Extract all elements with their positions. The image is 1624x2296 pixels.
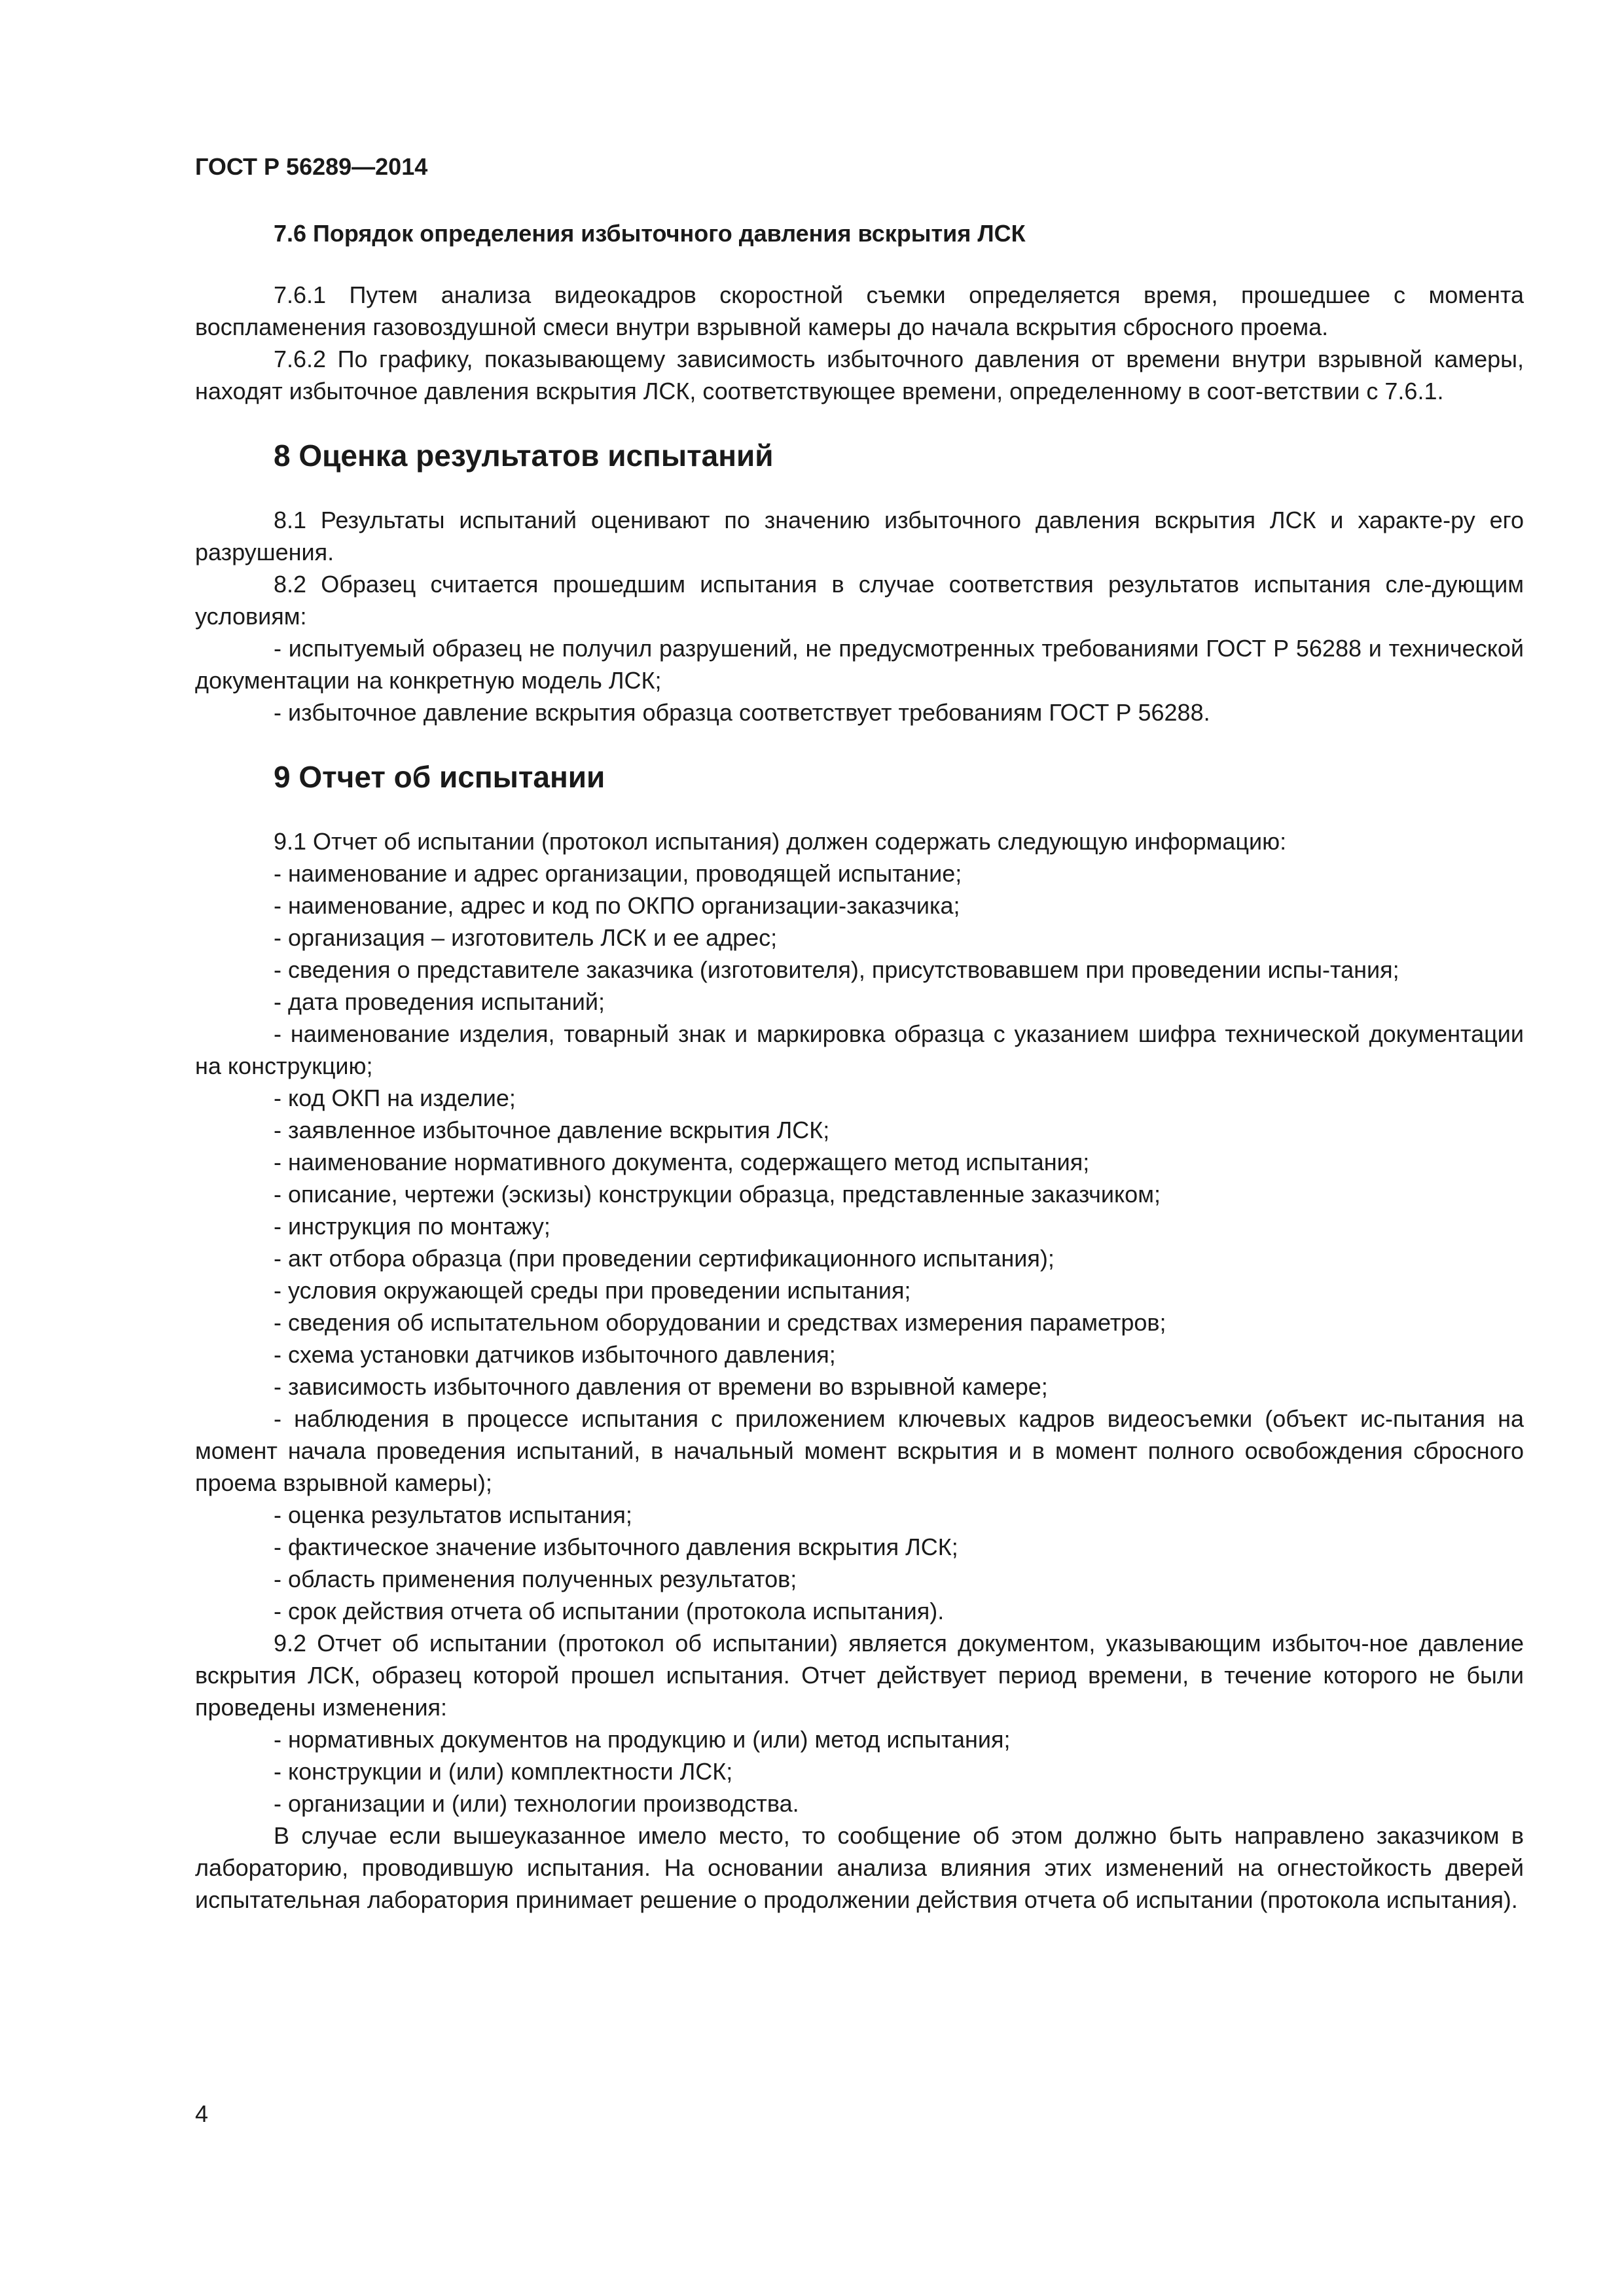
list-item: - наименование и адрес организации, проводящей испытание; — [274, 860, 962, 887]
closing-paragraph: В случае если вышеуказанное имело место, то сообщение об этом должно быть направлено заказчиком в лабораторию, проводившую испытания. На основании анализа влияния этих изменений на огнестойкость дверей испытательная лаборатория принимает решение о продолжении действия отчета об испытании (протокола испытания). — [195, 1822, 1524, 1913]
list-item: - акт отбора образца (при проведении сертификационного испытания); — [274, 1245, 1055, 1272]
list-item: - нормативных документов на продукцию и (или) метод испытания; — [274, 1726, 1011, 1753]
section-7-6-title: 7.6 Порядок определения избыточного давления вскрытия ЛСК — [274, 220, 1026, 247]
list-item: - фактическое значение избыточного давления вскрытия ЛСК; — [274, 1534, 958, 1560]
paragraph-7-6-1: 7.6.1 Путем анализа видеокадров скоростной съемки определяется время, прошедшее с момента воспламенения газовоздушной смеси внутри взрывной камеры до начала вскрытия сбросного проема. — [195, 281, 1524, 340]
list-item: - условия окружающей среды при проведении испытания; — [274, 1277, 911, 1304]
paragraph-7-6-2: 7.6.2 По графику, показывающему зависимость избыточного давления от времени внутри взрывной камеры, находят избыточное давления вскрытия ЛСК, соответствующее времени, определенному в соот-ветствии с 7.6.1. — [195, 346, 1524, 404]
paragraph-9-1: 9.1 Отчет об испытании (протокол испытания) должен содержать следующую информацию: — [274, 828, 1287, 855]
list-item: - зависимость избыточного давления от времени во взрывной камере; — [274, 1373, 1048, 1400]
page-number: 4 — [195, 2100, 209, 2127]
list-item: - срок действия отчета об испытании (протокола испытания). — [274, 1598, 945, 1624]
list-item: - заявленное избыточное давление вскрытия ЛСК; — [274, 1117, 830, 1143]
paragraph-9-2: 9.2 Отчет об испытании (протокол об испытании) является документом, указывающим избыточ-ное давление вскрытия ЛСК, образец которой прошел испытания. Отчет действует период времени, в течение которого не были проведены изменения: — [195, 1630, 1524, 1721]
list-item: - конструкции и (или) комплектности ЛСК; — [274, 1758, 733, 1785]
list-item: - наименование, адрес и код по ОКПО организации-заказчика; — [274, 892, 960, 919]
list-item: - сведения о представителе заказчика (изготовителя), присутствовавшем при проведении испы-тания; — [274, 956, 1399, 983]
list-item: - избыточное давление вскрытия образца соответствует требованиям ГОСТ Р 56288. — [274, 699, 1210, 726]
list-item: - испытуемый образец не получил разрушений, не предусмотренных требованиями ГОСТ Р 56288 и технической документации на конкретную модель ЛСК; — [195, 635, 1524, 694]
document-code: ГОСТ Р 56289—2014 — [195, 153, 428, 180]
list-item: - сведения об испытательном оборудовании и средствах измерения параметров; — [274, 1309, 1166, 1336]
paragraph-8-2: 8.2 Образец считается прошедшим испытания в случае соответствия результатов испытания сле-дующим условиям: — [195, 571, 1524, 630]
list-item: - код ОКП на изделие; — [274, 1085, 516, 1111]
list-item: - организации и (или) технологии производства. — [274, 1790, 799, 1817]
list-item: - наблюдения в процессе испытания с приложением ключевых кадров видеосъемки (объект ис-пытания на момент начала проведения испытаний, в начальный момент вскрытия и в момент полного освобождения сбросного проема взрывной камеры); — [195, 1405, 1524, 1496]
list-item: - наименование изделия, товарный знак и маркировка образца с указанием шифра технической документации на конструкцию; — [195, 1020, 1524, 1079]
list-item: - инструкция по монтажу; — [274, 1213, 550, 1240]
paragraph-8-1: 8.1 Результаты испытаний оценивают по значению избыточного давления вскрытия ЛСК и характе-ру его разрушения. — [195, 507, 1524, 565]
list-item: - оценка результатов испытания; — [274, 1501, 632, 1528]
list-item: - схема установки датчиков избыточного давления; — [274, 1341, 836, 1368]
section-8-title: 8 Оценка результатов испытаний — [274, 439, 774, 473]
list-item: - область применения полученных результатов; — [274, 1566, 797, 1592]
list-item: - описание, чертежи (эскизы) конструкции образца, представленные заказчиком; — [274, 1181, 1161, 1208]
list-item: - организация – изготовитель ЛСК и ее адрес; — [274, 924, 778, 951]
list-item: - наименование нормативного документа, содержащего метод испытания; — [274, 1149, 1090, 1175]
document-page — [195, 151, 1524, 1916]
section-9-title: 9 Отчет об испытании — [274, 760, 605, 794]
list-item: - дата проведения испытаний; — [274, 988, 605, 1015]
